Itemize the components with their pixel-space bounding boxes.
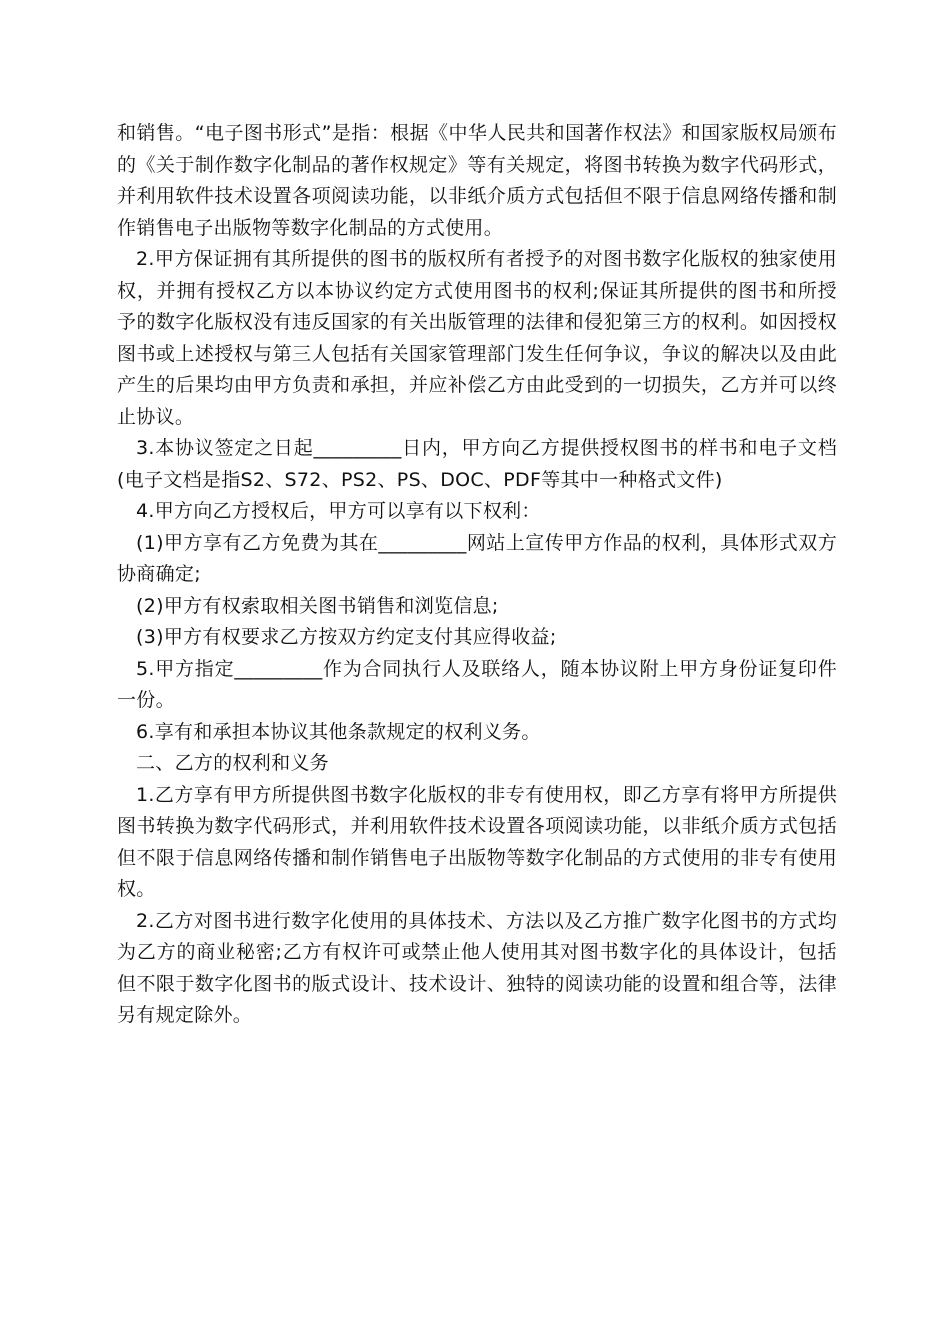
paragraph-party-b-clause-2: 2.乙方对图书进行数字化使用的具体技术、方法以及乙方推广数字化图书的方式均为乙方的商业秘密;乙方有权许可或禁止他人使用其对图书数字化的具体设计，包括但不限于数字化图书的版式设计、技术设计、独特的阅读功能的设置和组合等，法律另有规定除外。 xyxy=(117,909,837,1026)
paragraph-clause-4-2: (2)甲方有权索取相关图书销售和浏览信息; xyxy=(136,594,499,617)
paragraph-clause-2: 2.甲方保证拥有其所提供的图书的版权所有者授予的对图书数字化版权的独家使用权，并拥有授权乙方以本协议约定方式使用图书的权利;保证其所提供的图书和所授予的数字化版权没有违反国家的有关出版管理的法律和侵犯第三方的权利。如因授权图书或上述授权与第三人包括有关国家管理部门发生任何争议，争议的解决以及由此产生的后果均由甲方负责和承担，并应补偿乙方由此受到的一切损失，乙方并可以终止协议。 xyxy=(117,248,837,428)
document-body xyxy=(117,118,837,1032)
paragraph-clause-4-3: (3)甲方有权要求乙方按双方约定支付其应得收益; xyxy=(136,626,557,648)
paragraph-continuation: 和销售。“电子图书形式”是指：根据《中华人民共和国著作权法》和国家版权局颁布的《关于制作数字化制品的著作权规定》等有关规定，将图书转换为数字代码形式，并利用软件技术设置各项阅读功能，以非纸介质方式包括但不限于信息网络传播和制作销售电子出版物等数字化制品的方式使用。 xyxy=(117,122,837,239)
paragraph-clause-4: 4.甲方向乙方授权后，甲方可以享有以下权利： xyxy=(136,500,541,522)
paragraph-party-b-clause-1: 1.乙方享有甲方所提供图书数字化版权的非专有使用权，即乙方享有将甲方所提供图书转换为数字代码形式，并利用软件技术设置各项阅读功能，以非纸介质方式包括但不限于信息网络传播和制作销售电子出版物等数字化制品的方式使用的非专有使用权。 xyxy=(117,783,837,900)
paragraph-clause-5: 5.甲方指定_________作为合同执行人及联络人，随本协议附上甲方身份证复印件一份。 xyxy=(117,657,837,711)
paragraph-clause-3: 3.本协议签定之日起_________日内，甲方向乙方提供授权图书的样书和电子文档(电子文档是指S2、S72、PS2、PS、DOC、PDF等其中一种格式文件) xyxy=(117,437,837,491)
paragraph-clause-6: 6.享有和承担本协议其他条款规定的权利义务。 xyxy=(136,720,541,743)
paragraph-clause-4-1: (1)甲方享有乙方免费为其在_________网站上宣传甲方作品的权利，具体形式双方协商确定; xyxy=(117,531,837,585)
section-heading-party-b: 二、乙方的权利和义务 xyxy=(136,752,330,774)
